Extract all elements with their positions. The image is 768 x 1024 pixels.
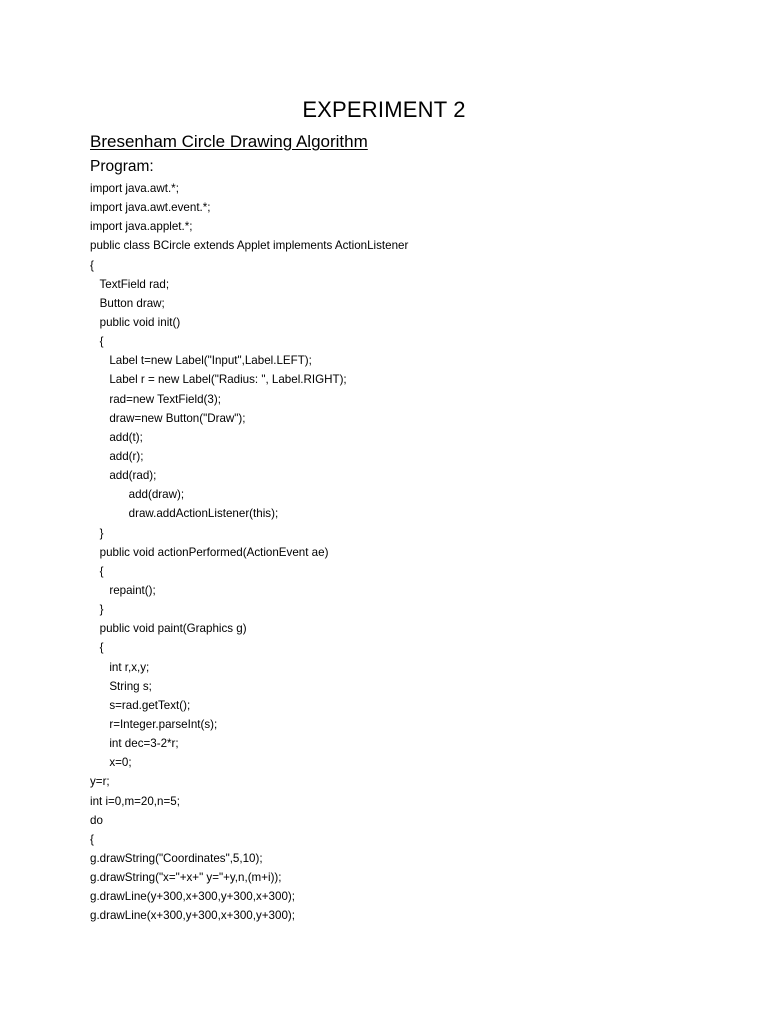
code-line: add(rad); xyxy=(90,469,157,483)
code-listing xyxy=(90,179,710,925)
code-line: y=r; xyxy=(90,775,110,789)
code-line: repaint(); xyxy=(90,583,156,597)
code-line: } xyxy=(90,526,104,540)
code-line: add(t); xyxy=(90,430,143,444)
code-line: int dec=3-2*r; xyxy=(90,737,179,751)
code-line: { xyxy=(90,258,94,272)
code-line: draw.addActionListener(this); xyxy=(90,507,279,521)
code-line: add(draw); xyxy=(90,488,185,502)
code-line: Button draw; xyxy=(90,296,165,310)
code-line: import java.awt.event.*; xyxy=(90,201,211,215)
code-line: public class BCircle extends Applet implements ActionListener xyxy=(90,239,409,253)
code-line: { xyxy=(90,335,104,349)
section-heading: Bresenham Circle Drawing Algorithm xyxy=(90,132,368,151)
code-line: x=0; xyxy=(90,756,132,770)
code-line: } xyxy=(90,603,104,617)
code-line: rad=new TextField(3); xyxy=(90,392,221,406)
page-title: EXPERIMENT 2 xyxy=(302,97,466,122)
code-line: Label r = new Label("Radius: ", Label.RIGHT); xyxy=(90,373,347,387)
code-line: public void paint(Graphics g) xyxy=(90,622,247,636)
code-line: int r,x,y; xyxy=(90,660,150,674)
code-line: g.drawLine(x+300,y+300,x+300,y+300); xyxy=(90,909,295,923)
code-line: public void init() xyxy=(90,315,181,329)
code-line: public void actionPerformed(ActionEvent ae) xyxy=(90,545,329,559)
code-line: g.drawLine(y+300,x+300,y+300,x+300); xyxy=(90,890,295,904)
code-line: g.drawString("x="+x+" y="+y,n,(m+i)); xyxy=(90,871,282,885)
code-line: draw=new Button("Draw"); xyxy=(90,411,246,425)
code-line: s=rad.getText(); xyxy=(90,698,191,712)
code-line: import java.applet.*; xyxy=(90,220,193,234)
code-line: TextField rad; xyxy=(90,277,170,291)
program-label: Program: xyxy=(90,158,154,175)
code-line: import java.awt.*; xyxy=(90,182,179,195)
code-line: add(r); xyxy=(90,449,144,463)
code-line: do xyxy=(90,813,103,827)
code-line: { xyxy=(90,832,94,846)
code-line: Label t=new Label("Input",Label.LEFT); xyxy=(90,354,312,368)
code-line: int i=0,m=20,n=5; xyxy=(90,794,180,808)
code-line: { xyxy=(90,564,104,578)
code-line: r=Integer.parseInt(s); xyxy=(90,717,218,731)
code-line: { xyxy=(90,641,104,655)
code-line: String s; xyxy=(90,679,152,693)
code-line: g.drawString("Coordinates",5,10); xyxy=(90,851,263,865)
